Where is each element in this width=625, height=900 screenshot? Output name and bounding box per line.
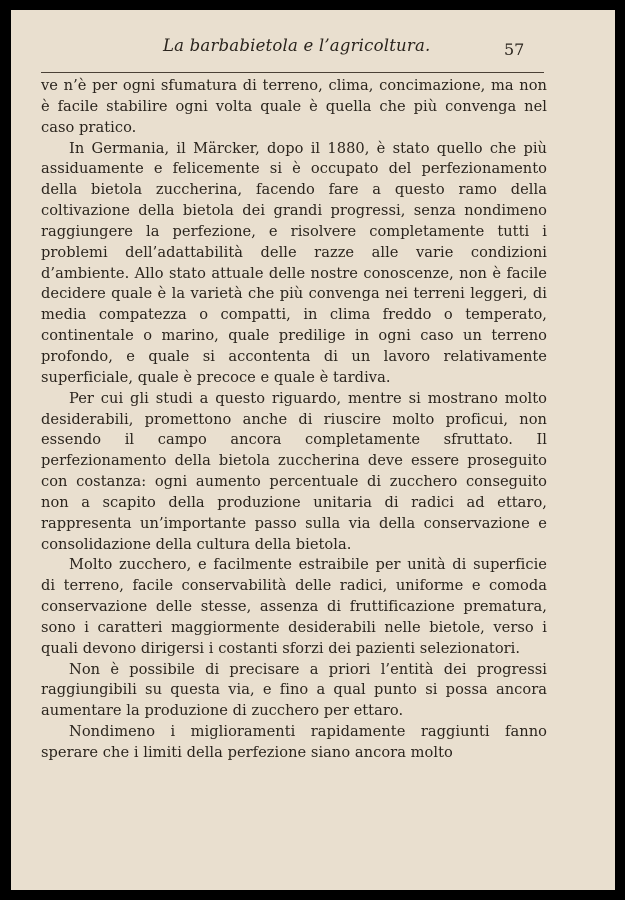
paragraph: Non è possibile di precisare a priori l’entità dei progressi raggiungibili su questa via, e fino a qual punto si possa ancora aumentare la produzione di zucchero per ettaro. [41, 660, 547, 720]
paragraph: ve n’è per ogni sfumatura di terreno, clima, concimazione, ma non è facile stabilire ogni volta quale è quella che più convenga nel caso pratico. [41, 77, 547, 136]
body-text [41, 76, 547, 764]
paragraph: Molto zucchero, e facilmente estraibile per unità di superficie di terreno, facile conservabilità delle radici, uniforme e comoda conservazione delle stesse, assenza di fruttificazione prematura, sono i caratteri maggiormente desiderabili nelle bietole, verso i quali devono dirigersi i costanti sforzi dei pazienti selezionatori. [41, 556, 547, 657]
paragraph: Per cui gli studi a questo riguardo, mentre si mostrano molto desiderabili, promettono anche di riuscire molto proficui, non essendo il campo ancora completamente sfruttato. Il perfezionamento della bietola zuccherina deve essere proseguito con costanza: ogni aumento percentuale di zucchero conseguito non a scapito della produzione unitaria di radici ad ettaro, rappresenta un’importante passo sulla via della conservazione e consolidazione della cultura della bietola. [41, 389, 547, 553]
paragraph: In Germania, il Märcker, dopo il 1880, è stato quello che più assiduamente e felicemente si è occupato del perfezionamento della bietola zuccherina, facendo fare a questo ramo della coltivazione della bietola dei grandi progressi, senza nondimeno raggiungere la perfezione, e risolvere completamente tutti i problemi dell’adattabilità delle razze alle varie condizioni d’ambiente. Allo stato attuale delle nostre conoscenze, non è facile decidere quale è la varietà che più convenga nei terreni leggeri, di media compatezza o compatti, in clima freddo o temperato, continentale o marino, quale predilige in ogni caso un terreno profondo, e quale si accontenta di un lavoro relativamente superficiale, quale è precoce e quale è tardiva. [41, 139, 547, 386]
header-rule [41, 72, 544, 73]
running-header [31, 36, 557, 60]
running-title: La barbabietola e l’agricoltura. [163, 36, 431, 55]
book-page [11, 10, 615, 890]
paragraph: Nondimeno i miglioramenti rapidamente raggiunti fanno sperare che i limiti della perfezione siano ancora molto [41, 723, 547, 761]
page-number: 57 [504, 40, 525, 59]
